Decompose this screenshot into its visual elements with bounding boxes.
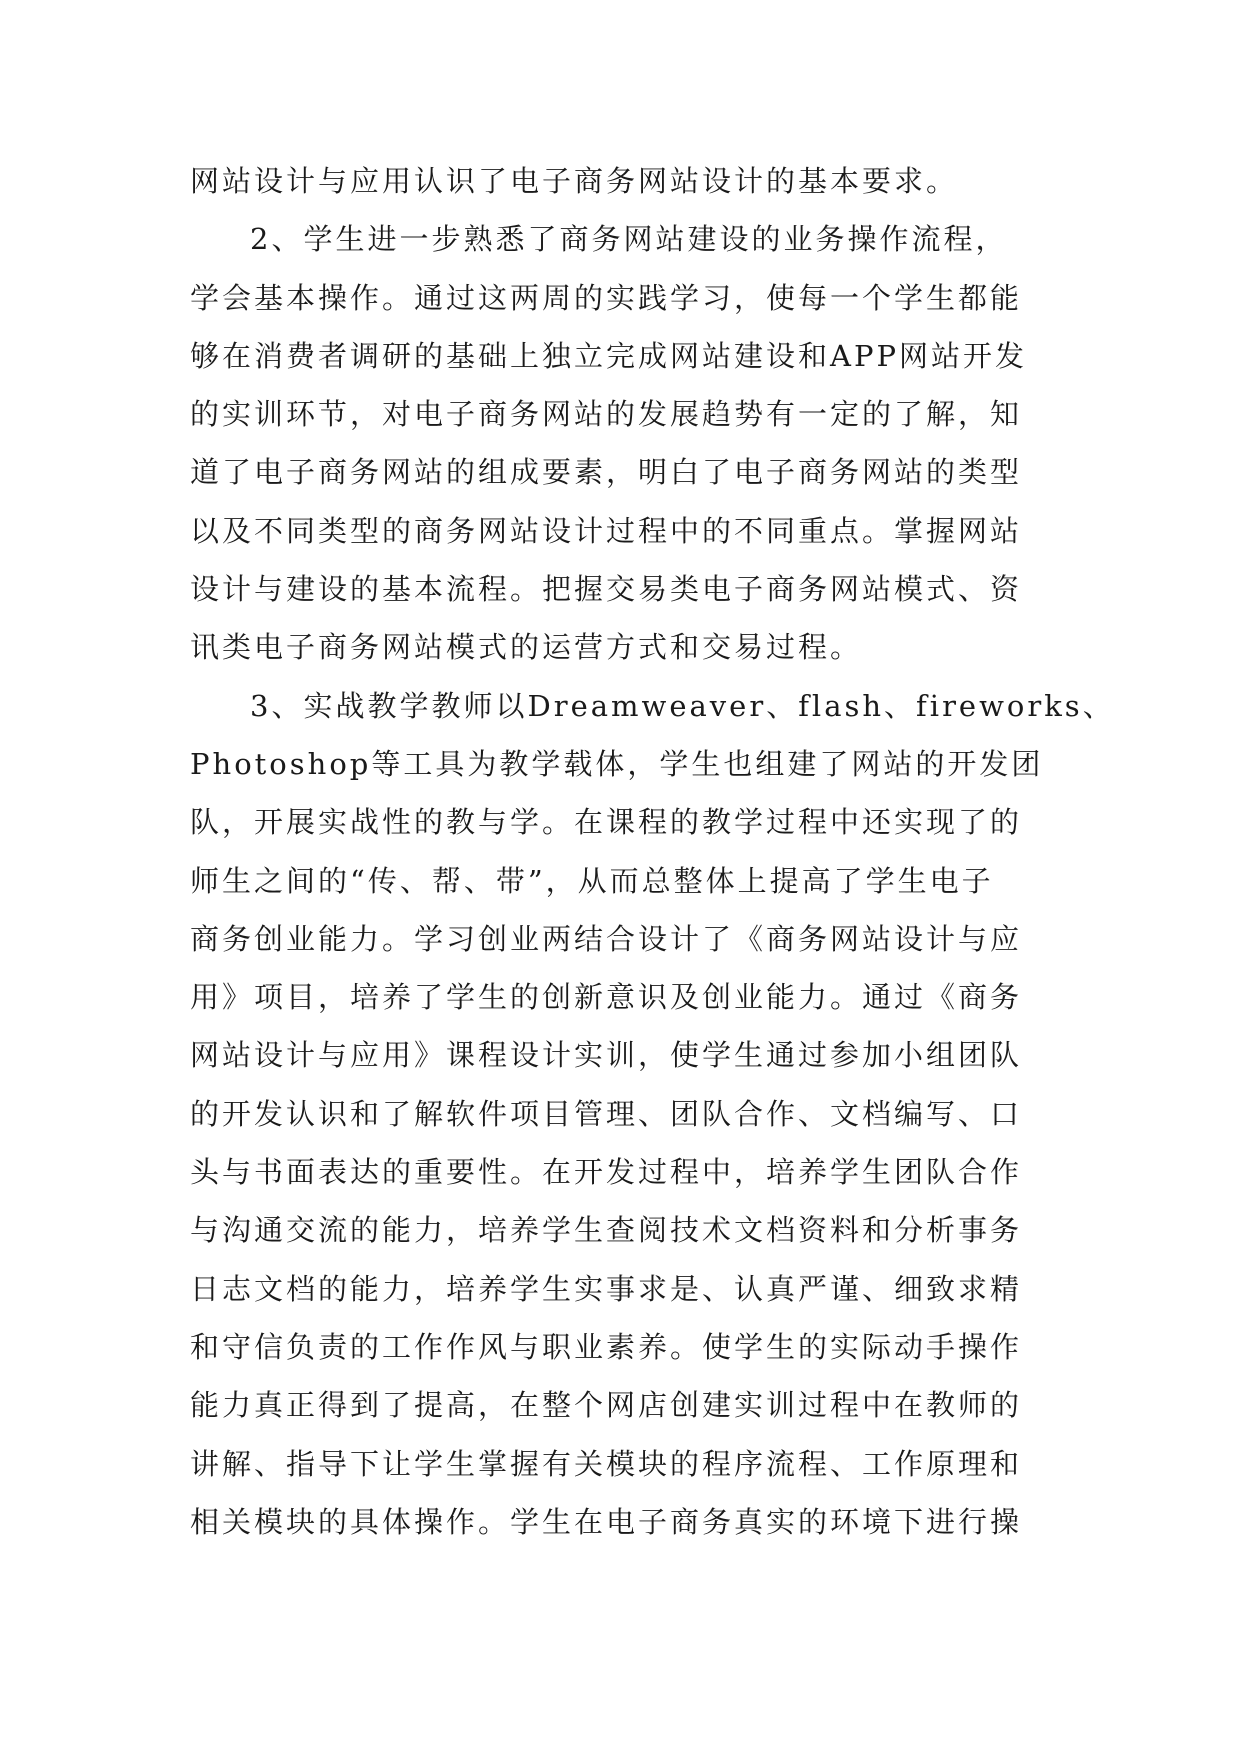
text-line: 以及不同类型的商务网站设计过程中的不同重点。掌握网站 xyxy=(190,513,1023,548)
text-line: 设计与建设的基本流程。把握交易类电子商务网站模式、资 xyxy=(190,572,1023,607)
text-line: 的实训环节，对电子商务网站的发展趋势有一定的了解，知 xyxy=(190,397,1023,432)
text-line: 和守信负责的工作作风与职业素养。使学生的实际动手操作 xyxy=(190,1329,1023,1364)
text-line: 网站设计与应用》课程设计实训，使学生通过参加小组团队 xyxy=(190,1038,1023,1073)
text-line: 够在消费者调研的基础上独立完成网站建设和APP网站开发 xyxy=(190,338,1027,373)
text-line-paragraph-2-start: 2、学生进一步熟悉了商务网站建设的业务操作流程， xyxy=(250,222,1008,257)
text-line: 队，开展实战性的教与学。在课程的教学过程中还实现了的 xyxy=(190,805,1023,840)
text-line-paragraph-3-start: 3、实战教学教师以Dreamweaver、flash、fireworks、 xyxy=(250,688,1115,723)
text-line: 日志文档的能力，培养学生实事求是、认真严谨、细致求精 xyxy=(190,1271,1023,1306)
text-line: 的开发认识和了解软件项目管理、团队合作、文档编写、口 xyxy=(190,1096,1023,1131)
text-line: 相关模块的具体操作。学生在电子商务真实的环境下进行操 xyxy=(190,1504,1023,1539)
text-line: Photoshop等工具为教学载体，学生也组建了网站的开发团 xyxy=(190,746,1044,781)
text-line: 师生之间的“传、帮、带”，从而总整体上提高了学生电子 xyxy=(190,863,994,898)
text-line: 讲解、指导下让学生掌握有关模块的程序流程、工作原理和 xyxy=(190,1446,1023,1481)
text-line: 用》项目，培养了学生的创新意识及创业能力。通过《商务 xyxy=(190,980,1023,1015)
text-line: 商务创业能力。学习创业两结合设计了《商务网站设计与应 xyxy=(190,921,1023,956)
text-line: 道了电子商务网站的组成要素，明白了电子商务网站的类型 xyxy=(190,455,1023,490)
text-line: 学会基本操作。通过这两周的实践学习，使每一个学生都能 xyxy=(190,280,1023,315)
body-text xyxy=(190,152,1115,1551)
text-line: 与沟通交流的能力，培养学生查阅技术文档资料和分析事务 xyxy=(190,1213,1023,1248)
text-line: 能力真正得到了提高，在整个网店创建实训过程中在教师的 xyxy=(190,1388,1023,1423)
text-line: 头与书面表达的重要性。在开发过程中，培养学生团队合作 xyxy=(190,1155,1023,1190)
text-line: 网站设计与应用认识了电子商务网站设计的基本要求。 xyxy=(190,164,959,198)
text-line: 讯类电子商务网站模式的运营方式和交易过程。 xyxy=(190,630,863,665)
